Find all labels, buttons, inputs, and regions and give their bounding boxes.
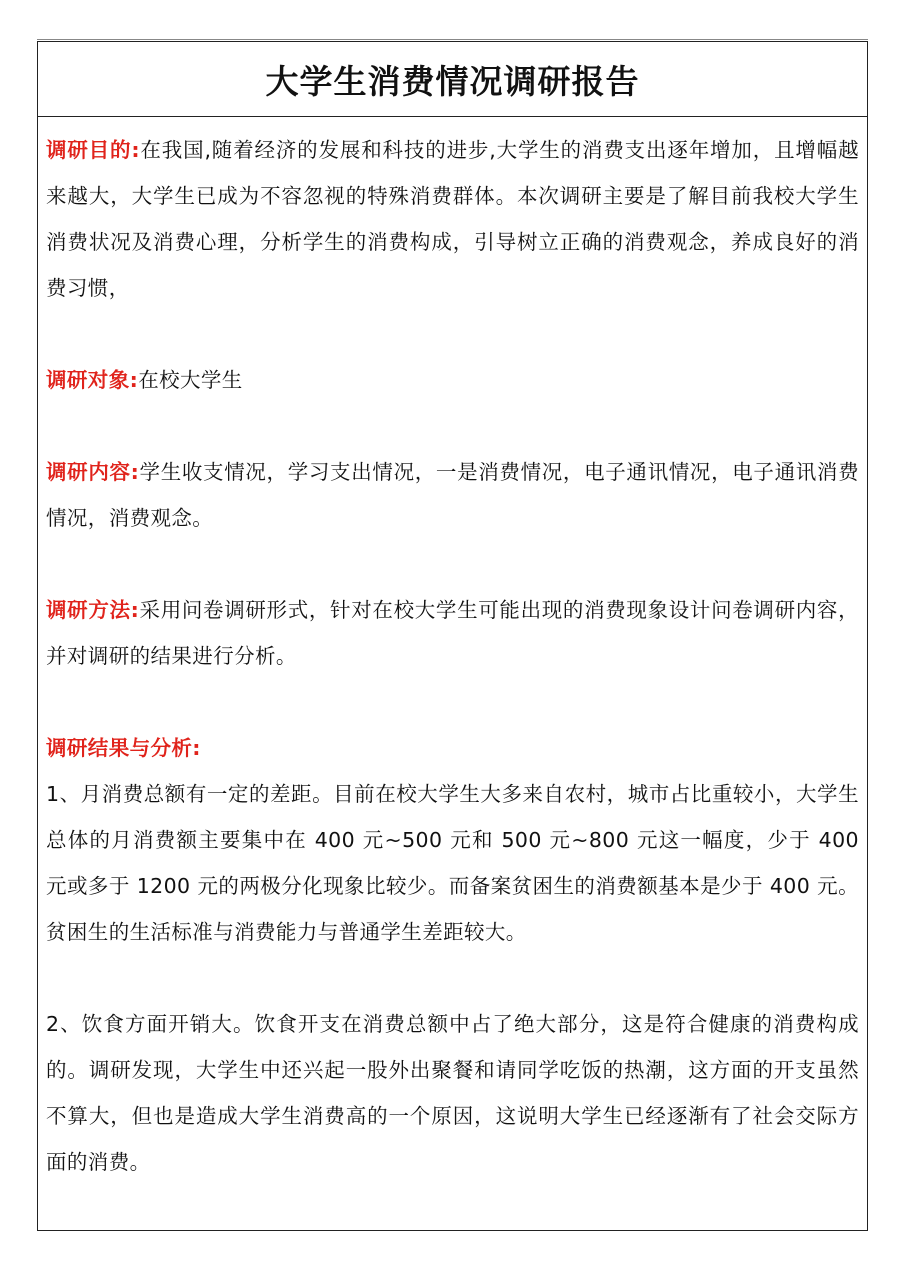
top-rule — [37, 39, 868, 40]
subject-section — [46, 357, 859, 403]
results-label: 调研结果与分析: — [46, 736, 201, 760]
subject-text: 在校大学生 — [138, 368, 243, 392]
content-text: 学生收支情况，学习支出情况，一是消费情况，电子通讯情况，电子通讯消费情况，消费观念。 — [46, 460, 859, 530]
purpose-section — [46, 127, 859, 311]
purpose-text: 在我国,随着经济的发展和科技的进步,大学生的消费支出逐年增加，且增幅越来越大，大学生已成为不容忽视的特殊消费群体。本次调研主要是了解目前我校大学生消费状况及消费心理，分析学生的消费构成，引导树立正确的消费观念，养成良好的消费习惯， — [46, 138, 859, 300]
spacer — [46, 955, 859, 1001]
purpose-label: 调研目的: — [46, 138, 140, 162]
title-row — [38, 42, 867, 117]
report-body — [38, 117, 867, 1185]
spacer — [46, 541, 859, 587]
subject-label: 调研对象: — [46, 368, 139, 392]
results-heading — [46, 725, 859, 771]
spacer — [46, 679, 859, 725]
content-label: 调研内容: — [46, 460, 140, 484]
report-title: 大学生消费情况调研报告 — [265, 61, 640, 101]
report-frame — [37, 41, 868, 1231]
content-section — [46, 449, 859, 541]
spacer — [46, 311, 859, 357]
method-text: 采用问卷调研形式，针对在校大学生可能出现的消费现象设计问卷调研内容，并对调研的结果进行分析。 — [46, 598, 859, 668]
method-label: 调研方法: — [46, 598, 140, 622]
spacer — [46, 403, 859, 449]
method-section — [46, 587, 859, 679]
result-item-2: 2、饮食方面开销大。饮食开支在消费总额中占了绝大部分，这是符合健康的消费构成的。调研发现，大学生中还兴起一股外出聚餐和请同学吃饭的热潮，这方面的开支虽然不算大，但也是造成大学生消费高的一个原因，这说明大学生已经逐渐有了社会交际方面的消费。 — [46, 1012, 859, 1174]
result-item-1: 1、月消费总额有一定的差距。目前在校大学生大多来自农村，城市占比重较小，大学生总体的月消费额主要集中在 400 元~500 元和 500 元~800 元这一幅度，少于 400 元或多于 1200 元的两极分化现象比较少。而备案贫困生的消费额基本是少于 400 元。贫困生的生活标准与消费能力与普通学生差距较大。 — [46, 782, 859, 944]
